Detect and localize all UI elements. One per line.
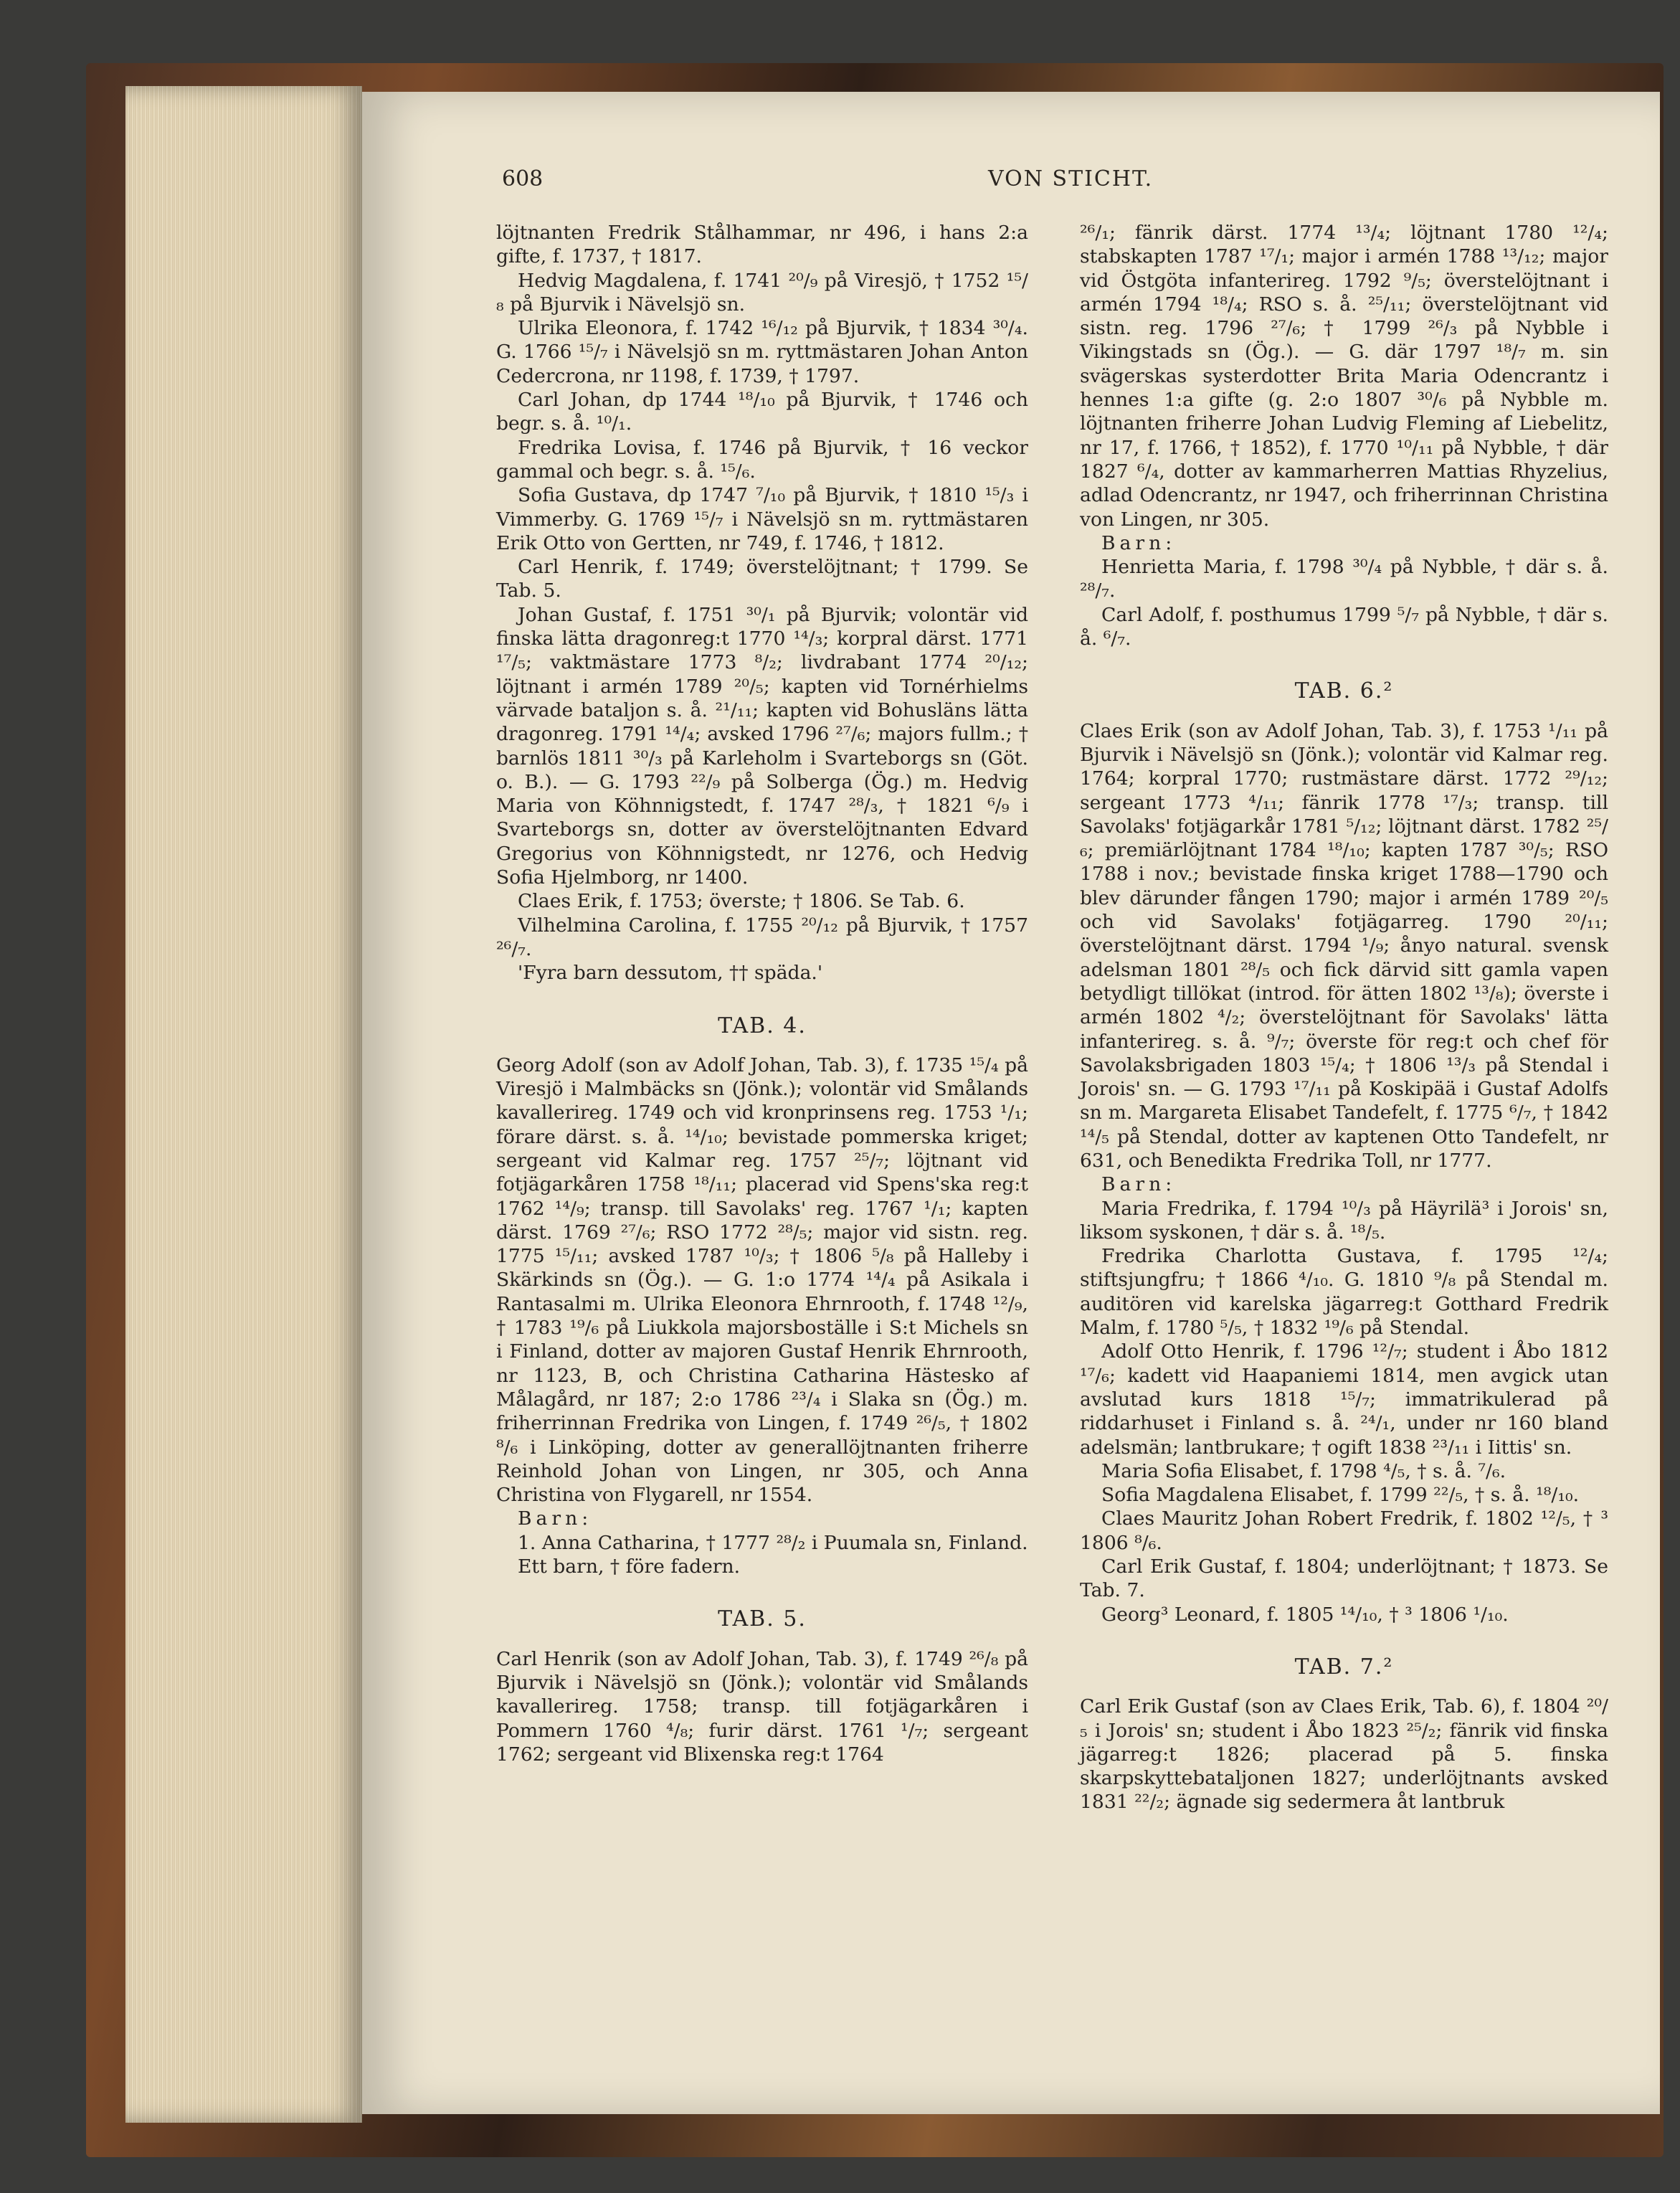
- page-edges: [125, 86, 362, 2123]
- entry-paragraph: Ulrika Eleonora, f. 1742 ¹⁶/₁₂ på Bjurvik, † 1834 ³⁰/₄. G. 1766 ¹⁵/₇ i Nävelsjö sn m. ryttmästaren Johan Anton Cedercrona, nr 1198, f. 1739, † 1797.: [496, 317, 1028, 387]
- entry-paragraph: Claes Erik (son av Adolf Johan, Tab. 3), f. 1753 ¹/₁₁ på Bjurvik i Nävelsjö sn (Jönk.); volontär vid Kalmar reg. 1764; korpral 1770; rustmästare därst. 1772 ²⁹/₁₂; sergeant 1773 ⁴/₁₁; fänrik 1778 ¹⁷/₃; transp. till Savolaks' fotjägarkår 1781 ⁵/₁₂; löjtnant därst. 1782 ²⁵/₆; premiärlöjtnant 1784 ¹⁸/₁₀; kapten 1787 ³⁰/₅; RSO 1788 i nov.; bevistade finska kriget 1788—1790 och blev därunder fången 1790; major i armén 1789 ²⁰/₅ och vid Savolaks' fotjägarreg. 1790 ²⁰/₁₁; överstelöjtnant därst. 1794 ¹/₉; ånyo natural. svensk adelsman 1801 ²⁸/₅ och fick därvid sitt gamla vapen betydligt tillökat (introd. för ätten 1802 ¹³/₈); överste i armén 1802 ⁴/₂; överstelöjtnant för Savolaks' lätta infanterireg. s. å. ⁹/₇; överste för reg:t och chef för Savolaksbrigaden 1803 ¹⁵/₄; † 1806 ¹³/₃ på Stendal i Jorois' sn. — G. 1793 ¹⁷/₁₁ på Koskipää i Gustaf Adolfs sn m. Margareta Elisabet Tandefelt, f. 1775 ⁶/₇, † 1842 ¹⁴/₅ på Stendal, dotter av kaptenen Otto Tandefelt, nr 631, och Benedikta Fredrika Toll, nr 1777.: [1080, 719, 1608, 1172]
- entry-paragraph: Carl Adolf, f. posthumus 1799 ⁵/₇ på Nybble, † där s. å. ⁶/₇.: [1080, 603, 1608, 650]
- children-label: Barn:: [1101, 531, 1177, 554]
- entry-paragraph: Maria Sofia Elisabet, f. 1798 ⁴/₅, † s. å. ⁷/₆.: [1101, 1459, 1506, 1482]
- children-label: Barn:: [1101, 1173, 1177, 1196]
- running-head: VON STICHT.: [988, 166, 1154, 191]
- entry-paragraph: Henrietta Maria, f. 1798 ³⁰/₄ på Nybble, † där s. å. ²⁸/₇.: [1080, 556, 1608, 602]
- right-column: [1080, 221, 1608, 1814]
- entry-paragraph: 'Fyra barn dessutom, †† späda.': [518, 962, 823, 985]
- entry-paragraph: Georg Adolf (son av Adolf Johan, Tab. 3), f. 1735 ¹⁵/₄ på Viresjö i Malmbäcks sn (Jönk.); volontär vid Smålands kavallerireg. 1749 och vid kronprinsens reg. 1753 ¹/₁; förare därst. s. å. ¹⁴/₁₀; bevistade pommerska kriget; sergeant vid Kalmar reg. 1757 ²⁵/₇; löjtnant vid fotjägarkåren 1758 ¹⁸/₁₁; placerad vid Spens'ska reg:t 1762 ¹⁴/₉; transp. till Savolaks' reg. 1767 ¹/₁; kapten därst. 1769 ²⁷/₆; RSO 1772 ²⁸/₅; major vid sistn. reg. 1775 ¹⁵/₁₁; avsked 1787 ¹⁰/₃; † 1806 ⁵/₈ på Halleby i Skärkinds sn (Ög.). — G. 1:o 1774 ¹⁴/₄ på Asikala i Rantasalmi m. Ulrika Eleonora Ehrnrooth, f. 1748 ¹²/₉, † 1783 ¹⁹/₆ på Liukkola majorsboställe i S:t Michels sn i Finland, dotter av majoren Gustaf Henrik Ehrnrooth, nr 1123, B, och Christina Catharina Hästesko af Målagård, nr 187; 2:o 1786 ²³/₄ i Slaka sn (Ög.) m. friherrinnan Fredrika von Lingen, f. 1749 ²⁶/₅, † 1802 ⁸/₆ i Linköping, dotter av generallöjtnanten friherre Reinhold Johan von Lingen, nr 305, och Anna Christina von Flygarell, nr 1554.: [496, 1053, 1028, 1507]
- entry-paragraph: Sofia Magdalena Elisabet, f. 1799 ²²/₅, † s. å. ¹⁸/₁₀.: [1101, 1484, 1580, 1507]
- entry-paragraph: Hedvig Magdalena, f. 1741 ²⁰/₉ på Viresjö, † 1752 ¹⁵/₈ på Bjurvik i Nävelsjö sn.: [496, 269, 1028, 316]
- entry-paragraph: Georg³ Leonard, f. 1805 ¹⁴/₁₀, † ³ 1806 ¹/₁₀.: [1101, 1603, 1509, 1626]
- table-heading: TAB. 7.²: [1294, 1654, 1394, 1680]
- page-number: 608: [502, 166, 544, 191]
- entry-paragraph: Carl Henrik (son av Adolf Johan, Tab. 3), f. 1749 ²⁶/₈ på Bjurvik i Nävelsjö sn (Jönk.); volontär vid Smålands kavallerireg. 1758; transp. till fotjägarkåren i Pommern 1760 ⁴/₈; furir därst. 1761 ¹/₇; sergeant 1762; sergeant vid Blixenska reg:t 1764: [496, 1647, 1028, 1766]
- table-heading: TAB. 4.: [718, 1013, 807, 1038]
- entry-paragraph: Maria Fredrika, f. 1794 ¹⁰/₃ på Häyrilä³ i Jorois' sn, liksom syskonen, † där s. å. ¹⁸/₅.: [1080, 1197, 1608, 1244]
- entry-paragraph: Carl Johan, dp 1744 ¹⁸/₁₀ på Bjurvik, † 1746 och begr. s. å. ¹⁰/₁.: [496, 389, 1028, 435]
- entry-paragraph: Ett barn, † före fadern.: [518, 1555, 741, 1578]
- table-heading: TAB. 6.²: [1294, 678, 1394, 704]
- entry-paragraph: ²⁶/₁; fänrik därst. 1774 ¹³/₄; löjtnant 1780 ¹²/₄; stabskapten 1787 ¹⁷/₁; major i armén 1788 ¹³/₁₂; major vid Östgöta infanterireg. 1792 ⁹/₅; överstelöjtnant i armén 1794 ¹⁸/₄; RSO s. å. ²⁵/₁₁; överstelöjtnant vid sistn. reg. 1796 ²⁷/₆; † 1799 ²⁶/₃ på Nybble i Vikingstads sn (Ög.). — G. där 1797 ¹⁸/₇ m. sin svägerskas systerdotter Brita Maria Odencrantz i hennes 1:a gifte (g. 2:o 1807 ³⁰/₆ på Nybble m. löjtnanten friherre Johan Ludvig Fleming af Liebelitz, nr 17, f. 1766, † 1852), f. 1770 ¹⁰/₁₁ på Nybble, † där 1827 ⁶/₄, dotter av kammarherren Mattias Rhyzelius, adlad Odencrantz, nr 1947, och friherrinnan Christina von Lingen, nr 305.: [1080, 222, 1608, 531]
- entry-paragraph: Sofia Gustava, dp 1747 ⁷/₁₀ på Bjurvik, † 1810 ¹⁵/₃ i Vimmerby. G. 1769 ¹⁵/₇ i Nävelsjö sn m. ryttmästaren Erik Otto von Gertten, nr 749, f. 1746, † 1812.: [496, 484, 1028, 554]
- children-label: Barn:: [518, 1507, 593, 1530]
- entry-paragraph: 1. Anna Catharina, † 1777 ²⁸/₂ i Puumala sn, Finland.: [518, 1531, 1028, 1554]
- entry-paragraph: Claes Erik, f. 1753; överste; † 1806. Se Tab. 6.: [518, 890, 965, 913]
- left-column: [496, 221, 1028, 1766]
- entry-paragraph: Johan Gustaf, f. 1751 ³⁰/₁ på Bjurvik; volontär vid finska lätta dragonreg:t 1770 ¹⁴/₃; korpral därst. 1771 ¹⁷/₅; vaktmästare 1773 ⁸/₂; livdrabant 1774 ²⁰/₁₂; löjtnant i armén 1789 ²⁰/₅; kapten vid Tornérhielms värvade bataljon s. å. ²¹/₁₁; kapten vid Bohusläns lätta dragonreg. 1791 ¹⁴/₄; avsked 1796 ²⁷/₆; majors fullm.; † barnlös 1811 ³⁰/₃ på Karleholm i Svarteborgs sn (Göt. o. B.). — G. 1793 ²²/₉ på Solberga (Ög.) m. Hedvig Maria von Köhnnigstedt, f. 1747 ²⁸/₃, † 1821 ⁶/₉ i Svarteborgs sn, dotter av överstelöjtnanten Edvard Gregorius von Köhnnigstedt, nr 1276, och Hedvig Sofia Hjelmborg, nr 1400.: [496, 603, 1028, 889]
- entry-paragraph: Fredrika Lovisa, f. 1746 på Bjurvik, † 16 veckor gammal och begr. s. å. ¹⁵/₆.: [496, 436, 1028, 483]
- entry-paragraph: Vilhelmina Carolina, f. 1755 ²⁰/₁₂ på Bjurvik, † 1757 ²⁶/₇.: [496, 914, 1028, 960]
- entry-paragraph: Adolf Otto Henrik, f. 1796 ¹²/₇; student i Åbo 1812 ¹⁷/₆; kadett vid Haapaniemi 1814, men avgick utan avslutad kurs 1818 ¹⁵/₇; immatrikulerad på riddarhuset i Finland s. å. ²⁴/₁, under nr 160 bland adelsmän; lantbrukare; † ogift 1838 ²³/₁₁ i Iittis' sn.: [1080, 1340, 1608, 1459]
- entry-paragraph: Fredrika Charlotta Gustava, f. 1795 ¹²/₄; stiftsjungfru; † 1866 ⁴/₁₀. G. 1810 ⁹/₈ på Stendal m. auditören vid karelska jägarreg:t Gotthard Fredrik Malm, f. 1780 ⁵/₅, † 1832 ¹⁹/₆ på Stendal.: [1080, 1245, 1608, 1340]
- entry-paragraph: Carl Erik Gustaf (son av Claes Erik, Tab. 6), f. 1804 ²⁰/₅ i Jorois' sn; student i Åbo 1823 ²⁵/₂; fänrik vid finska jägarreg:t 1826; placerad på 5. finska skarpskyttebataljonen 1827; underlöjtnants avsked 1831 ²²/₂; ägnade sig sedermera åt lantbruk: [1080, 1695, 1608, 1814]
- entry-paragraph: Claes Mauritz Johan Robert Fredrik, f. 1802 ¹²/₅, † ³ 1806 ⁸/₆.: [1080, 1507, 1608, 1554]
- entry-paragraph: löjtnanten Fredrik Stålhammar, nr 496, i hans 2:a gifte, f. 1737, † 1817.: [496, 222, 1028, 268]
- entry-paragraph: Carl Henrik, f. 1749; överstelöjtnant; † 1799. Se Tab. 5.: [496, 556, 1028, 602]
- table-heading: TAB. 5.: [718, 1606, 807, 1632]
- entry-paragraph: Carl Erik Gustaf, f. 1804; underlöjtnant; † 1873. Se Tab. 7.: [1080, 1555, 1608, 1602]
